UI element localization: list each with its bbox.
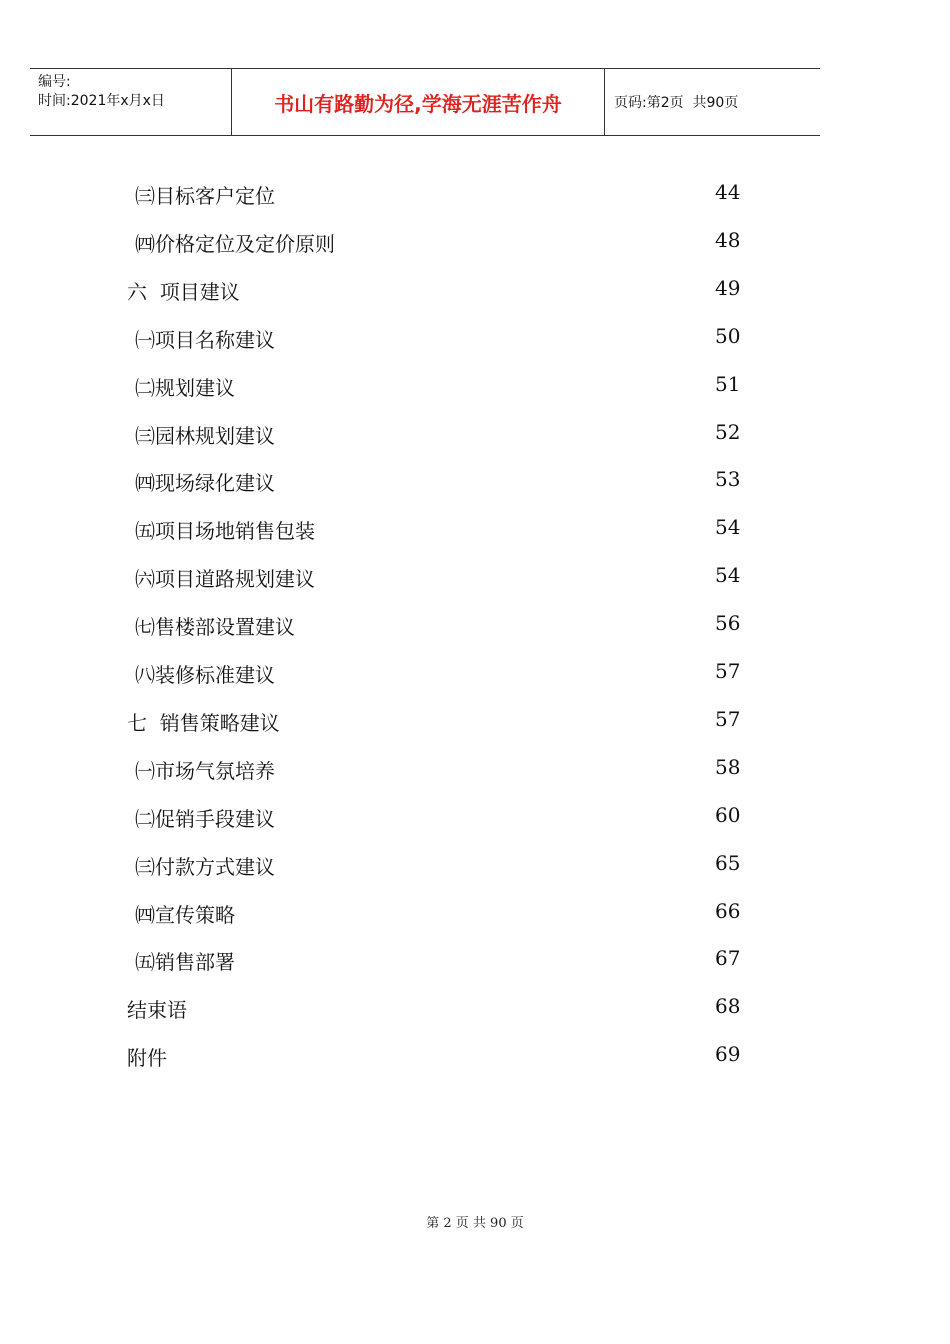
toc-entry[interactable] [0,266,950,314]
toc-entry[interactable] [0,1032,950,1080]
toc-entry[interactable] [0,553,950,601]
toc-entry-page: 53 [715,467,741,492]
toc-entry-title: ㈤销售部署 [135,950,235,975]
toc-entry-title: 结束语 [127,998,187,1023]
page-header [30,68,820,136]
toc-entry[interactable] [0,505,950,553]
toc-entry-page: 50 [715,323,741,348]
toc-entry-page: 57 [715,706,741,731]
toc-entry-page: 49 [715,275,741,300]
time-label: 时间:2021年x月x日 [38,93,165,109]
toc-entry[interactable] [0,170,950,218]
toc-entry-page: 65 [715,850,741,875]
header-page-info: 页码:第2页 共90页 [614,95,739,111]
toc-entry-title: ㈠项目名称建议 [135,327,275,352]
toc-entry-title: ㈥项目道路规划建议 [135,567,315,592]
toc-entry-title: ㈤项目场地销售包装 [135,519,315,544]
toc-entry-title: ㈧装修标准建议 [135,663,275,687]
toc-entry[interactable] [0,362,950,410]
toc-entry[interactable] [0,649,950,697]
toc-entry-page: 68 [715,994,741,1019]
toc-entry[interactable] [0,218,950,266]
toc-entry[interactable] [0,410,950,458]
toc-entry-page: 44 [715,180,741,204]
toc-entry-title: ㈦售楼部设置建议 [135,615,295,640]
header-motto: 书山有路勤为径,学海无涯苦作舟 [232,69,605,135]
toc-entry-page: 58 [715,754,741,779]
toc-entry-title: 七 销售策略建议 [127,710,280,735]
toc-entry-page: 51 [715,371,741,396]
toc-entry-title: ㈠市场气氛培养 [135,758,275,783]
toc-entry[interactable] [0,793,950,841]
toc-entry-title: ㈢付款方式建议 [135,854,275,879]
toc-entry-page: 69 [715,1042,741,1067]
toc-entry-page: 54 [715,563,741,588]
toc-entry[interactable] [0,697,950,745]
toc-entry-title: ㈣价格定位及定价原则 [135,231,335,256]
page-footer: 第 2 页 共 90 页 [426,1216,524,1231]
toc-entry[interactable] [0,889,950,937]
toc-entry-title: ㈢目标客户定位 [135,184,275,208]
toc-entry-page: 67 [715,946,741,971]
toc-entry[interactable] [0,936,950,984]
toc-entry[interactable] [0,841,950,889]
toc-entry[interactable] [0,984,950,1032]
header-meta [30,69,232,135]
toc-entry-title: 六 项目建议 [127,279,240,304]
toc-entry-title: ㈡促销手段建议 [135,806,275,831]
toc-entry-page: 52 [715,419,741,444]
toc-entry-page: 60 [715,802,741,827]
toc-entry-page: 57 [715,659,741,683]
toc-entry-page: 54 [715,515,741,540]
toc-entry-title: ㈡规划建议 [135,375,235,400]
toc-entry-page: 66 [715,898,741,923]
toc-entry[interactable] [0,601,950,649]
toc-entry-page: 56 [715,611,741,636]
toc-entry[interactable] [0,745,950,793]
toc-entry[interactable] [0,314,950,362]
toc-entry[interactable] [0,457,950,505]
toc-entry-title: ㈢园林规划建议 [135,423,275,448]
toc-entry-title: 附件 [127,1046,167,1071]
toc-entry-title: ㈣现场绿化建议 [135,471,275,496]
toc-entry-title: ㈣宣传策略 [135,902,235,927]
toc-entry-page: 48 [715,227,741,252]
serial-label: 编号: [38,74,71,90]
